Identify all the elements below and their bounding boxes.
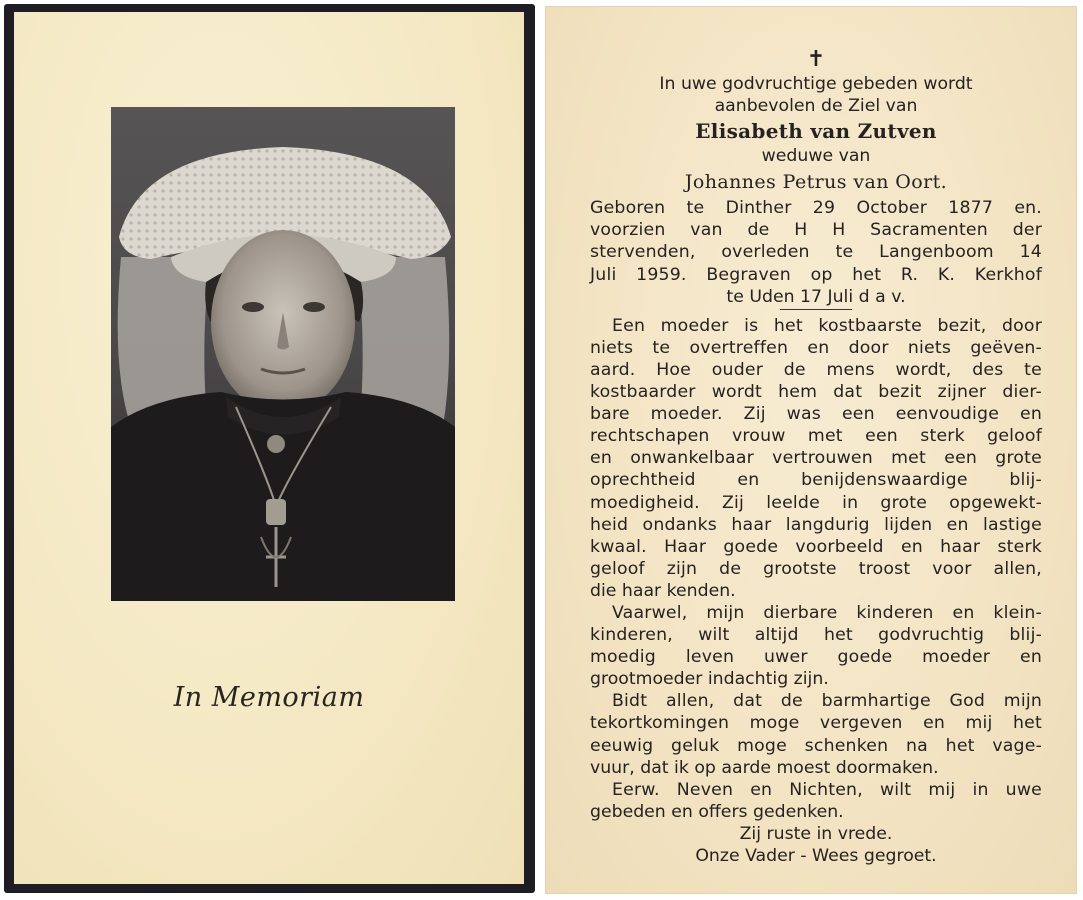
- biography: Geboren te Dinther 29 October 1877 en. voorzien van de H H Sacramenten der stervenden, overleden te Langenboom 14 Juli 1959. Begraven op het R. K. Kerkhof: [590, 198, 1042, 285]
- closing-prayers: Onze Vader - Wees gegroet.: [695, 846, 937, 866]
- cross-icon: ✝: [806, 47, 826, 72]
- portrait-illustration: [111, 107, 455, 601]
- deceased-name: Elisabeth van Zutven: [695, 119, 937, 144]
- card-front-paper: [14, 12, 524, 884]
- intro-text: In uwe godvruchtige gebeden wordt aanbevolen de Ziel van: [659, 74, 973, 117]
- memorial-card-back: [545, 6, 1077, 894]
- memorial-card-front: [4, 4, 535, 893]
- paragraph-farewell: Vaarwel, mijn dierbare kinderen en klein- kinderen, wilt altijd het godvruchtig blij- moedig leven uwer goede moeder en grootmoeder indachtig zijn.: [590, 602, 1042, 690]
- in-memoriam-title: In Memoriam: [173, 682, 365, 713]
- divider: [780, 309, 852, 310]
- husband-name: Johannes Petrus van Oort.: [684, 171, 948, 194]
- burial-line: te Uden 17 Juli d a v.: [726, 286, 906, 307]
- rest-in-peace: Zij ruste in vrede.: [739, 823, 893, 844]
- paragraph-mother: Een moeder is het kostbaarste bezit, door niets te overtreffen en door niets geëven- aard. Hoe ouder de mens wordt, des te kostbaarder wordt hem dat bezit zijner dier- bare moeder. Zij was een eenvoudige en rechtschapen vrouw met een sterk geloof en onwankelbaar vertrouwen met een grote oprechtheid en benijdenswaardige blij- moedigheid. Zij leelde in grote opgewekt- heid ondanks haar langdurig lijden en lastige kwaal. Haar goede voorbeeld en haar sterk geloof zijn de grootste troost voor allen, die haar kenden.: [590, 315, 1042, 601]
- memorial-text: [590, 47, 1042, 867]
- widow-of-label: weduwe van: [761, 146, 871, 167]
- paragraph-prayer: Bidt allen, dat de barmhartige God mijn tekortkomingen moge vergeven en mij het eeuwig geluk moge schenken na het vage- vuur, dat ik op aarde moest doormaken.: [590, 691, 1042, 778]
- portrait-photo: [111, 107, 455, 601]
- paragraph-relatives: Eerw. Neven en Nichten, wilt mij in uwe gebeden en offers gedenken.: [590, 779, 1042, 822]
